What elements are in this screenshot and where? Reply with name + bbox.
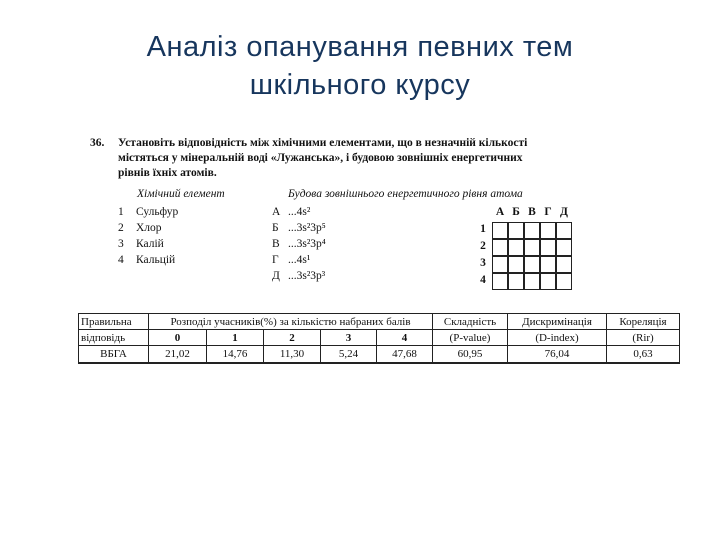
column-header-structure: Будова зовнішнього енергетичного рівня атома — [288, 188, 523, 200]
header-correct-2: відповідь — [79, 330, 149, 346]
table-row — [79, 346, 680, 364]
structure-row — [272, 236, 326, 252]
element-number: 4 — [118, 254, 124, 266]
score-header: 3 — [321, 330, 377, 346]
element-name: Сульфур — [136, 206, 179, 218]
score-header: 0 — [149, 330, 207, 346]
title-line-1: Аналіз опанування певних тем — [146, 31, 574, 63]
grid-cell[interactable] — [556, 273, 572, 290]
element-name: Калій — [136, 238, 164, 250]
grid-cell[interactable] — [540, 256, 556, 273]
grid-cell[interactable] — [508, 222, 524, 239]
header-correlation-2: (Rir) — [607, 330, 680, 346]
task-text-line: містяться у мінеральній воді «Лужанська», і будовою зовнішніх енергетичних — [118, 152, 523, 164]
task-text-line: рівнів їхніх атомів. — [118, 167, 217, 179]
structure-letter: Б — [272, 222, 279, 234]
task-number: 36. — [90, 137, 105, 149]
grid-cell[interactable] — [508, 256, 524, 273]
element-row — [118, 204, 178, 220]
element-name: Хлор — [136, 222, 162, 234]
column-header-elements: Хімічний елемент — [137, 188, 225, 200]
element-name: Кальцій — [136, 254, 176, 266]
grid-col-header: А — [495, 206, 505, 218]
grid-row-label: 3 — [480, 257, 486, 269]
grid-cell[interactable] — [524, 239, 540, 256]
correct-answer: ВБГА — [79, 346, 149, 364]
distribution-value: 5,24 — [321, 346, 377, 364]
grid-col-header: В — [528, 206, 536, 218]
distribution-value: 11,30 — [264, 346, 321, 364]
structure-letter: А — [272, 206, 281, 218]
grid-cell[interactable] — [556, 239, 572, 256]
structure-formula: ...3s²3p⁴ — [288, 238, 326, 250]
structure-row — [272, 268, 325, 284]
grid-cell[interactable] — [492, 239, 508, 256]
grid-cell[interactable] — [540, 239, 556, 256]
grid-col-header: Г — [544, 206, 552, 218]
grid-cell[interactable] — [492, 222, 508, 239]
header-difficulty: Складність — [433, 314, 508, 330]
score-header: 4 — [377, 330, 433, 346]
element-row — [118, 236, 164, 252]
header-correlation: Кореляція — [607, 314, 680, 330]
distribution-value: 47,68 — [377, 346, 433, 364]
table-row — [79, 330, 680, 346]
grid-cell[interactable] — [524, 273, 540, 290]
element-row — [118, 220, 162, 236]
structure-formula: ...3s²3p³ — [288, 270, 326, 282]
slide-title — [0, 28, 720, 104]
grid-cell[interactable] — [524, 256, 540, 273]
task-text — [118, 136, 588, 181]
header-discrimination-2: (D-index) — [508, 330, 607, 346]
element-row — [118, 252, 175, 268]
table-row — [79, 314, 680, 330]
score-header: 2 — [264, 330, 321, 346]
p-value: 60,95 — [433, 346, 508, 364]
task-text-line: Установіть відповідність між хімічними елементами, що в незначній кількості — [118, 137, 528, 149]
grid-cell[interactable] — [540, 273, 556, 290]
header-discrimination: Дискримінація — [508, 314, 607, 330]
statistics-table — [78, 313, 680, 364]
structure-formula: ...4s¹ — [288, 254, 311, 266]
structure-formula: ...3s²3p⁵ — [288, 222, 326, 234]
element-number: 1 — [118, 206, 124, 218]
grid-row-label: 4 — [480, 274, 486, 286]
element-number: 3 — [118, 238, 124, 250]
header-difficulty-2: (P-value) — [433, 330, 508, 346]
grid-cell[interactable] — [540, 222, 556, 239]
structure-row — [272, 252, 310, 268]
score-header: 1 — [207, 330, 264, 346]
structure-row — [272, 220, 326, 236]
element-number: 2 — [118, 222, 124, 234]
grid-col-header: Д — [560, 206, 568, 218]
title-line-2: шкільного курсу — [249, 69, 471, 101]
grid-cell[interactable] — [492, 256, 508, 273]
grid-col-header: Б — [512, 206, 520, 218]
header-correct: Правильна — [79, 314, 149, 330]
grid-row-label: 1 — [480, 223, 486, 235]
grid-cell[interactable] — [556, 222, 572, 239]
grid-cell[interactable] — [524, 222, 540, 239]
grid-cell[interactable] — [508, 239, 524, 256]
rir-value: 0,63 — [607, 346, 680, 364]
grid-row-label: 2 — [480, 240, 486, 252]
grid-cell[interactable] — [508, 273, 524, 290]
grid-cell[interactable] — [492, 273, 508, 290]
d-index: 76,04 — [508, 346, 607, 364]
structure-letter: Г — [272, 254, 279, 266]
structure-row — [272, 204, 310, 220]
structure-formula: ...4s² — [288, 206, 311, 218]
distribution-value: 14,76 — [207, 346, 264, 364]
grid-cell[interactable] — [556, 256, 572, 273]
structure-letter: Д — [272, 270, 280, 282]
structure-letter: В — [272, 238, 280, 250]
header-distribution: Розподіл учасників(%) за кількістю набраних балів — [149, 314, 433, 330]
distribution-value: 21,02 — [149, 346, 207, 364]
